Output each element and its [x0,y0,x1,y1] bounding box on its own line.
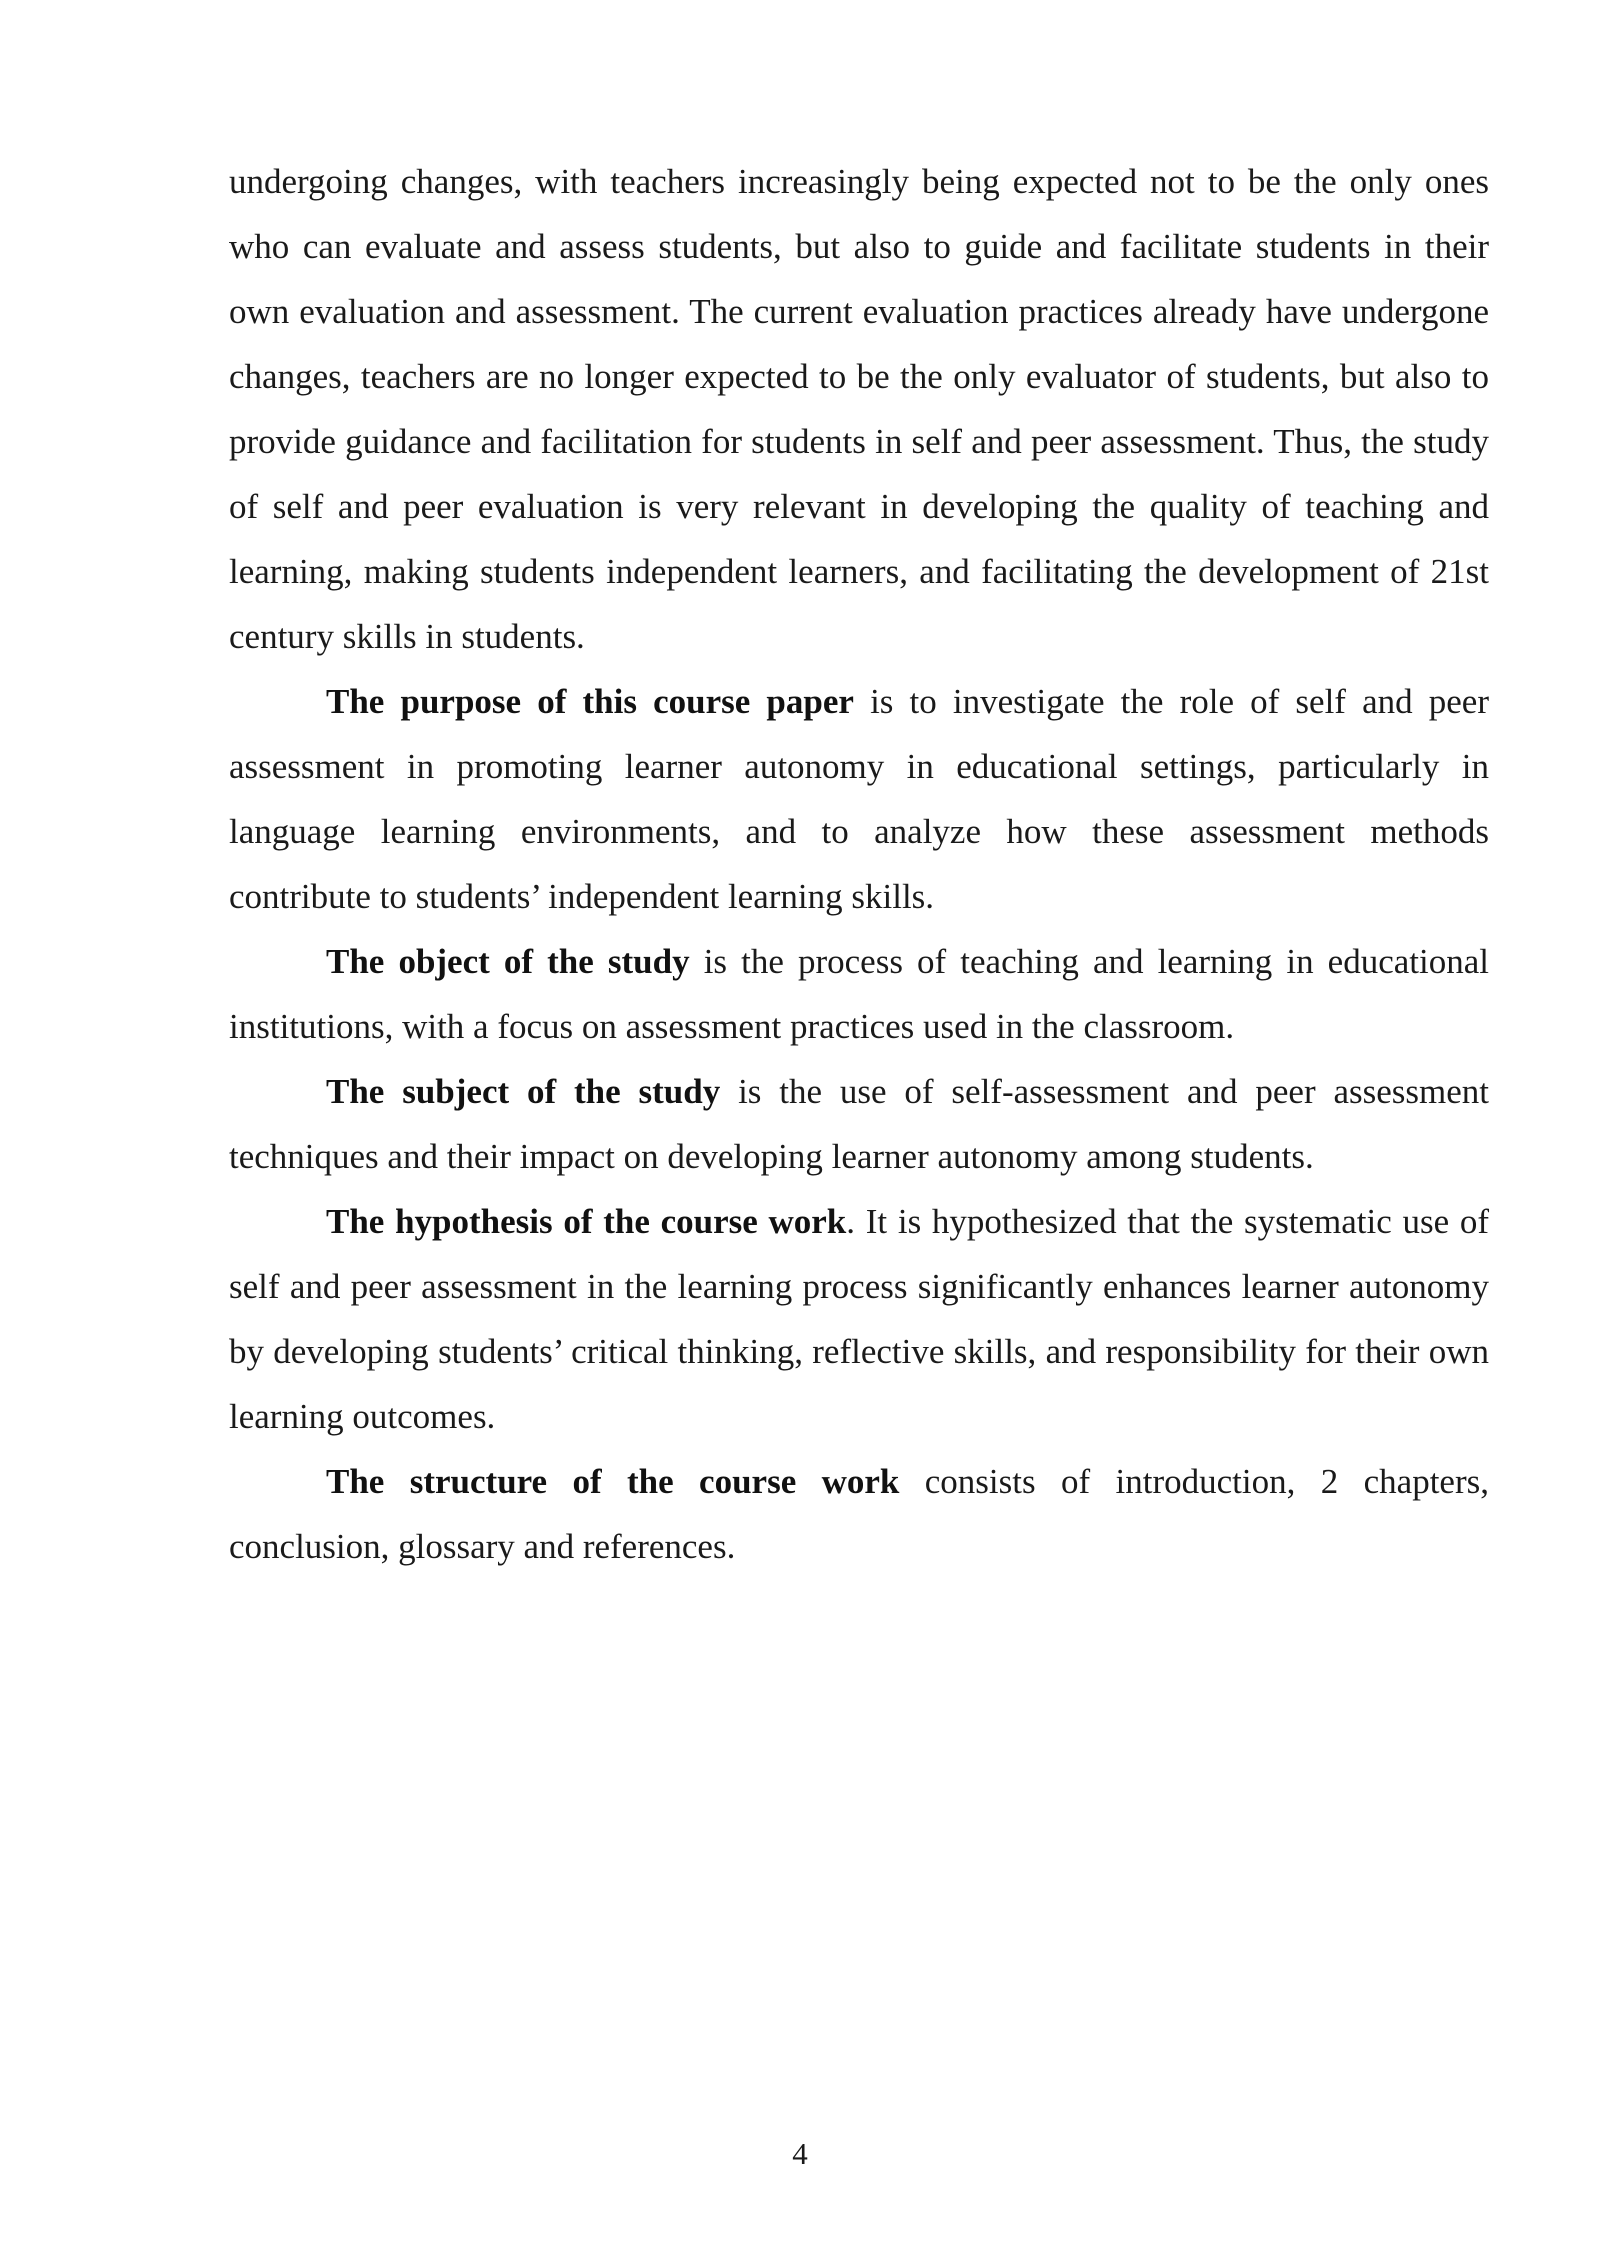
paragraph-heading: The hypothesis of the course work [326,1202,847,1241]
paragraph-heading: The purpose of this course paper [326,682,854,721]
paragraph-text: consists of introduction, 2 chapters, conclusion, glossary and references. [229,1462,1489,1566]
paragraph-text: is the use of self-assessment and peer assessment techniques and their impact on developing learner autonomy among students. [229,1072,1489,1176]
paragraph-text: is to investigate the role of self and peer assessment in promoting learner autonomy in educational settings, particularly in language learning environments, and to analyze how these assessment methods contribute to students’ independent learning skills. [229,682,1489,916]
paragraph-text: undergoing changes, with teachers increasingly being expected not to be the only ones who can evaluate and assess students, but also to guide and facilitate students in their own evaluation and assessment. The current evaluation practices already have undergone changes, teachers are no longer expected to be the only evaluator of students, but also to provide guidance and facilitation for students in self and peer assessment. Thus, the study of self and peer evaluation is very relevant in developing the quality of teaching and learning, making students independent learners, and facilitating the development of 21st century skills in students. [229,162,1489,656]
paragraph-subject [229,1059,1489,1189]
paragraph-text: is the process of teaching and learning in educational institutions, with a focus on assessment practices used in the classroom. [229,942,1489,1046]
paragraph-heading: The object of the study [326,942,690,981]
body-text [229,149,1489,1579]
paragraph-heading: The structure of the course work [326,1462,900,1501]
paragraph-structure [229,1449,1489,1579]
paragraph-hypothesis [229,1189,1489,1449]
paragraph-text: . It is hypothesized that the systematic use of self and peer assessment in the learning process significantly enhances learner autonomy by developing students’ critical thinking, reflective skills, and responsibility for their own learning outcomes. [229,1202,1489,1436]
paragraph-continuation [229,149,1489,669]
paragraph-object [229,929,1489,1059]
paragraph-heading: The subject of the study [326,1072,721,1111]
page-number: 4 [792,2136,808,2171]
paragraph-purpose [229,669,1489,929]
